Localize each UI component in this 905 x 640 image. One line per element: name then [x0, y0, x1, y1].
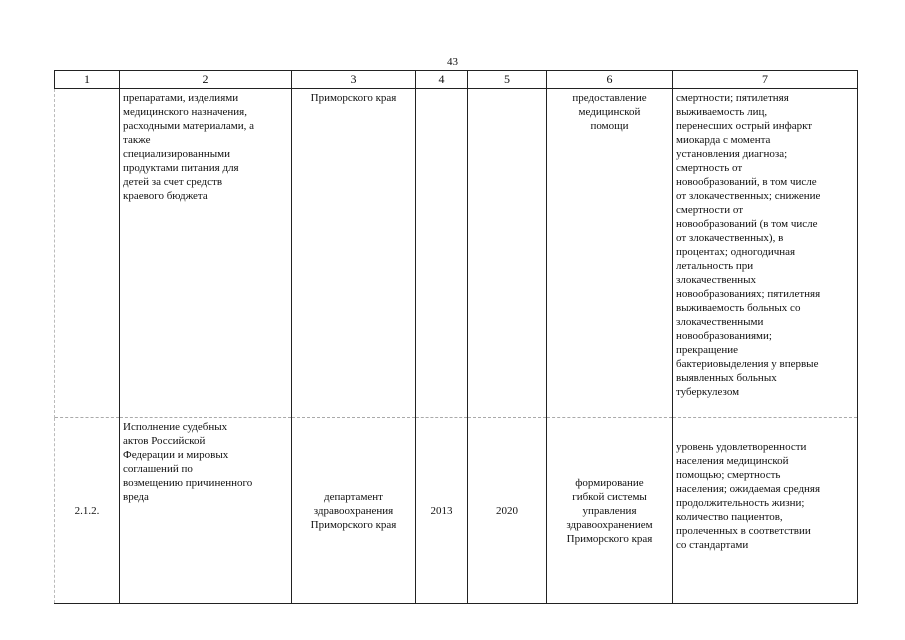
row1-result-cell	[547, 89, 673, 418]
header-cell-2: 2	[120, 71, 292, 89]
row1-number-cell	[55, 89, 120, 418]
row2-name: Исполнение судебных актов Российской Федерации и мировых соглашений по возмещению причиненного вреда	[123, 421, 253, 503]
table-row	[55, 418, 858, 604]
header-cell-7: 7	[673, 71, 858, 89]
row1-end-cell	[468, 89, 547, 418]
row2-indicators: уровень удовлетворенности населения медицинской помощью; смертность населения; ожидаемая средняя продолжительность жизни; количество пациентов, пролеченных в соответствии со стандартами	[676, 441, 821, 551]
row1-indicators: смертности; пятилетняя выживаемость лиц, перенесших острый инфаркт миокарда с момента установления диагноза; смертность от новообразований, в том числе от злокачественных; снижение смертности от новообразований (в том числе от злокачественных), в процентах; одногодичная летальность при злокачественных новообразованиях; пятилетняя выживаемость больных со злокачественными новообразованиями; прекращение бактериовыделения у впервые выявленных больных туберкулезом	[676, 92, 821, 398]
row2-end-cell	[468, 418, 547, 604]
row2-result-cell	[547, 418, 673, 604]
page-number: 43	[447, 56, 458, 68]
table-header-row	[55, 71, 858, 89]
header-cell-5: 5	[468, 71, 547, 89]
row1-name-cell	[120, 89, 292, 418]
row1-executor-cell	[292, 89, 416, 418]
row1-result: предоставление медицинской помощи	[572, 92, 647, 132]
row2-name-cell	[120, 418, 292, 604]
row2-end: 2020	[496, 504, 518, 517]
row2-number-cell	[55, 418, 120, 604]
row1-start-cell	[416, 89, 468, 418]
header-cell-4: 4	[416, 71, 468, 89]
header-cell-6: 6	[547, 71, 673, 89]
header-cell-1: 1	[55, 71, 120, 89]
row2-executor-cell	[292, 418, 416, 604]
row2-number: 2.1.2.	[74, 504, 100, 517]
row2-start: 2013	[430, 504, 453, 517]
row1-indicators-cell	[673, 89, 858, 418]
row2-executor: департамент здравоохранения Приморского края	[310, 490, 397, 531]
row2-indicators-cell	[673, 418, 858, 604]
row1-executor: Приморского края	[310, 92, 397, 104]
row2-result: формирование гибкой системы управления здравоохранением Приморского края	[566, 476, 653, 545]
header-cell-3: 3	[292, 71, 416, 89]
row1-name: препаратами, изделиями медицинского назначения, расходными материалами, а также специализированными продуктами питания для детей за счет средств краевого бюджета	[123, 92, 254, 202]
program-table	[54, 70, 858, 604]
table-row	[55, 89, 858, 418]
row2-start-cell	[416, 418, 468, 604]
